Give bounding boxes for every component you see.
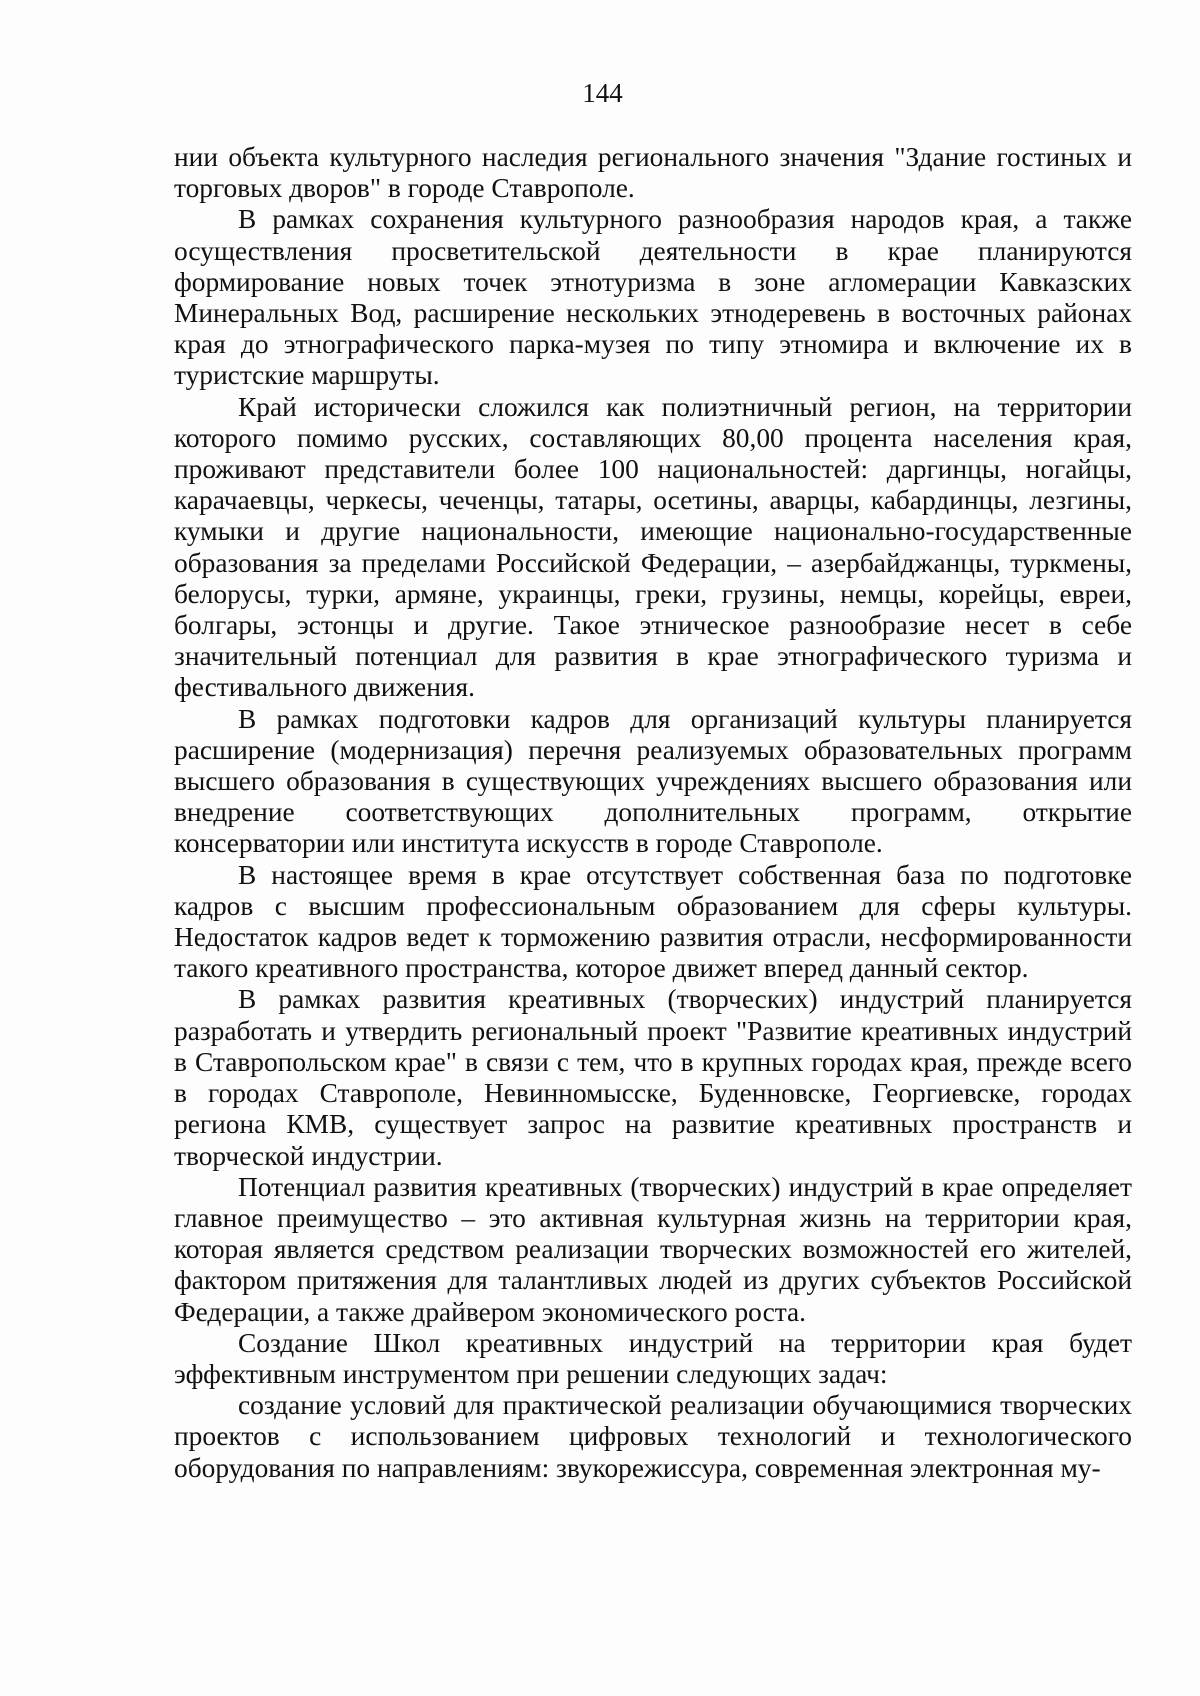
paragraph: В рамках сохранения культурного разнообразия народов края, а также осуществления просветительской деятельности в крае планируются формирование новых точек этнотуризма в зоне агломерации Кавказских Минеральных Вод, расширение нескольких этнодеревень в восточных районах края до этнографического парка-музея по типу этномира и включение их в туристские маршруты.	[174, 204, 1132, 391]
paragraph: создание условий для практической реализации обучающимися творческих проектов с использованием цифровых технологий и технологического оборудования по направлениям: звукорежиссура, современная электронная му-	[174, 1390, 1132, 1483]
paragraph: В настоящее время в крае отсутствует собственная база по подготовке кадров с высшим профессиональным образованием для сферы культуры. Недостаток кадров ведет к торможению развития отрасли, несформированности такого креативного пространства, которое движет вперед данный сектор.	[174, 859, 1132, 984]
document-body	[174, 142, 1132, 1484]
page-number: 144	[582, 78, 623, 108]
paragraph: Край исторически сложился как полиэтничный регион, на территории которого помимо русских, составляющих 80,00 процента населения края, проживают представители более 100 национальностей: даргинцы, ногайцы, карачаевцы, черкесы, чеченцы, татары, осетины, аварцы, кабардинцы, лезгины, кумыки и другие национальности, имеющие национально-государственные образования за пределами Российской Федерации, – азербайджанцы, туркмены, белорусы, турки, армяне, украинцы, греки, грузины, немцы, корейцы, евреи, болгары, эстонцы и другие. Такое этническое разнообразие несет в себе значительный потенциал для развития в крае этнографического туризма и фестивального движения.	[174, 391, 1132, 703]
paragraph: В рамках развития креативных (творческих) индустрий планируется разработать и утвердить региональный проект "Развитие креативных индустрий в Ставропольском крае" в связи с тем, что в крупных городах края, прежде всего в городах Ставрополе, Невинномысске, Буденновске, Георгиевске, городах региона КМВ, существует запрос на развитие креативных пространств и творческой индустрии.	[174, 984, 1132, 1171]
paragraph-continuation: нии объекта культурного наследия регионального значения "Здание гостиных и торговых дворов" в городе Ставрополе.	[174, 142, 1132, 204]
paragraph: В рамках подготовки кадров для организаций культуры планируется расширение (модернизация) перечня реализуемых образовательных программ высшего образования в существующих учреждениях высшего образования или внедрение соответствующих дополнительных программ, открытие консерватории или института искусств в городе Ставрополе.	[174, 703, 1132, 859]
paragraph: Создание Школ креативных индустрий на территории края будет эффективным инструментом при решении следующих задач:	[174, 1327, 1132, 1389]
paragraph: Потенциал развития креативных (творческих) индустрий в крае определяет главное преимущество – это активная культурная жизнь на территории края, которая является средством реализации творческих возможностей его жителей, фактором притяжения для талантливых людей из других субъектов Российской Федерации, а также драйвером экономического роста.	[174, 1171, 1132, 1327]
